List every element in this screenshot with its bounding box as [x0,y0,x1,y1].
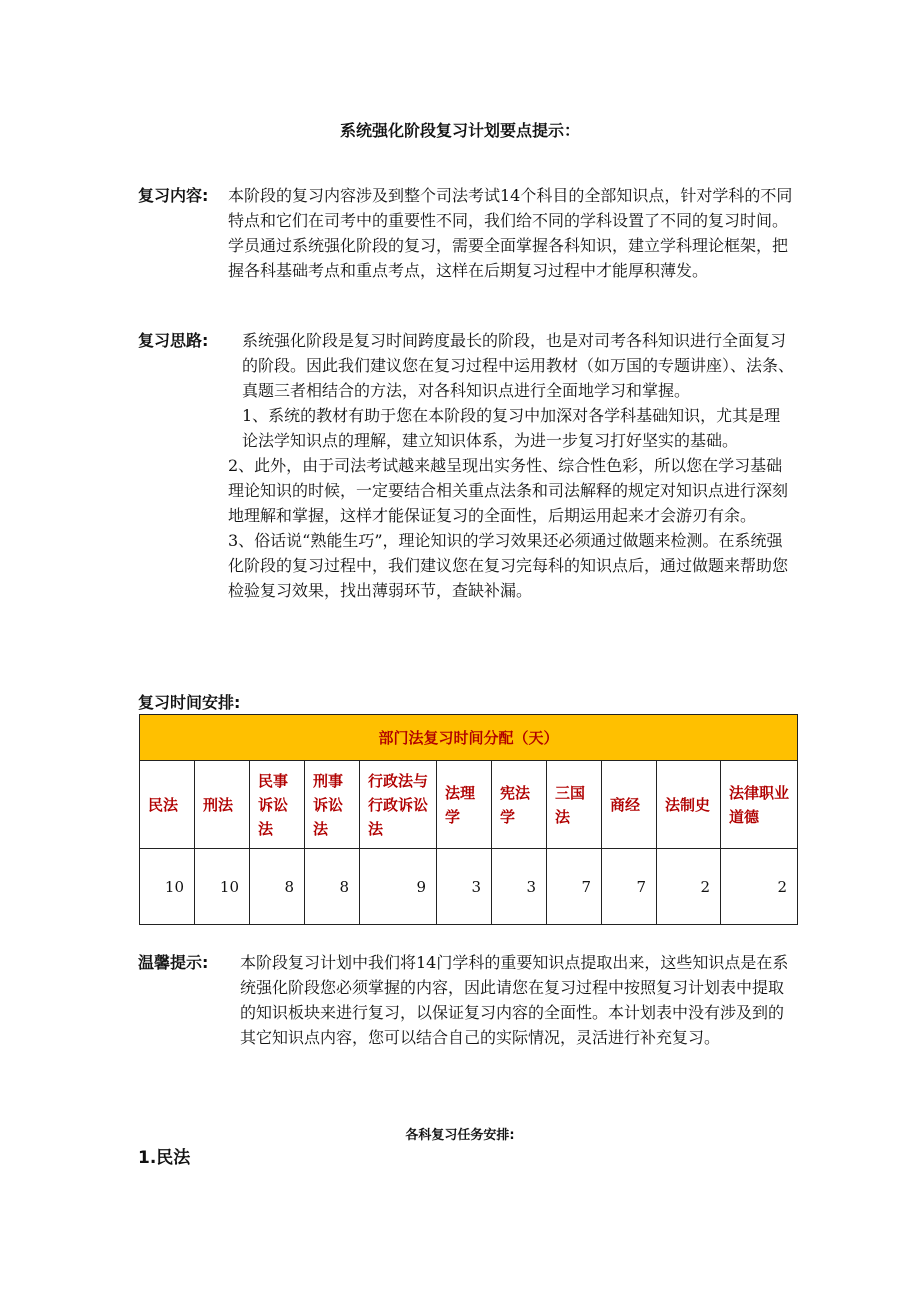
days-cell: 8 [250,849,305,925]
thinking-label: 复习思路: [138,331,209,350]
days-cell: 10 [140,849,195,925]
content-label: 复习内容: [138,186,209,205]
thinking-paragraph-3: 3、俗话说“熟能生巧”，理论知识的学习效果还必须通过做题来检测。在系统强化阶段的复习过程中，我们建议您在复习完每科的知识点后，通过做题来帮助您检验复习效果，找出薄弱环节，查缺补漏。 [228,531,789,600]
subject-cell: 刑事诉讼法 [305,761,360,849]
subject-cell: 法制史 [657,761,721,849]
days-cell: 10 [195,849,250,925]
tasks-title: 各科复习任务安排: [405,1128,515,1143]
content-text: 本阶段的复习内容涉及到整个司法考试14个科目的全部知识点，针对学科的不同特点和它们在司考中的重要性不同，我们给不同的学科设置了不同的复习时间。学员通过系统强化阶段的复习，需要全面掌握各科知识，建立学科理论框架，把握各科基础考点和重点考点，这样在后期复习过程中才能厚积薄发。 [228,186,793,280]
schedule-table [139,714,798,925]
subject-cell: 民法 [140,761,195,849]
schedule-label: 复习时间安排: [138,693,241,712]
subject-cell: 法律职业道德 [721,761,798,849]
days-cell: 2 [657,849,721,925]
table-header-row [140,715,798,761]
subject-cell: 三国法 [547,761,602,849]
subject-cell: 刑法 [195,761,250,849]
subject-cell: 法理学 [437,761,492,849]
days-cell: 2 [721,849,798,925]
table-title: 部门法复习时间分配（天） [140,715,798,761]
subjects-row [140,761,798,849]
subject-cell: 民事诉讼法 [250,761,305,849]
tip-paragraph [240,950,792,1050]
days-cell: 7 [602,849,657,925]
subject-cell: 行政法与行政诉讼法 [360,761,437,849]
days-cell: 9 [360,849,437,925]
days-cell: 8 [305,849,360,925]
section-heading: 1.民法 [138,1148,191,1168]
thinking-section [228,328,794,603]
subject-cell: 商经 [602,761,657,849]
thinking-paragraph-intro: 系统强化阶段是复习时间跨度最长的阶段，也是对司考各科知识进行全面复习的阶段。因此我们建议您在复习过程中运用教材（如万国的专题讲座）、法条、真题三者相结合的方法，对各科知识点进行全面地学习和掌握。 [242,331,795,400]
days-cell: 3 [437,849,492,925]
days-row [140,849,798,925]
thinking-paragraph-1: 1、系统的教材有助于您在本阶段的复习中加深对各学科基础知识，尤其是理论法学知识点的理解，建立知识体系，为进一步复习打好坚实的基础。 [242,406,781,450]
thinking-paragraph-2: 2、此外，由于司法考试越来越呈现出实务性、综合性色彩，所以您在学习基础理论知识的时候，一定要结合相关重点法条和司法解释的规定对知识点进行深刻地理解和掌握，这样才能保证复习的全面性，后期运用起来才会游刃有余。 [228,456,789,525]
days-cell: 3 [492,849,547,925]
tip-label: 温馨提示: [138,953,209,972]
page-title: 系统强化阶段复习计划要点提示： [339,121,580,140]
tip-text: 本阶段复习计划中我们将14门学科的重要知识点提取出来，这些知识点是在系统强化阶段您必须掌握的内容，因此请您在复习过程中按照复习计划表中提取的知识板块来进行复习，以保证复习内容的全面性。本计划表中没有涉及到的其它知识点内容，您可以结合自己的实际情况，灵活进行补充复习。 [240,953,789,1047]
subject-cell: 宪法学 [492,761,547,849]
content-paragraph [228,183,794,283]
days-cell: 7 [547,849,602,925]
